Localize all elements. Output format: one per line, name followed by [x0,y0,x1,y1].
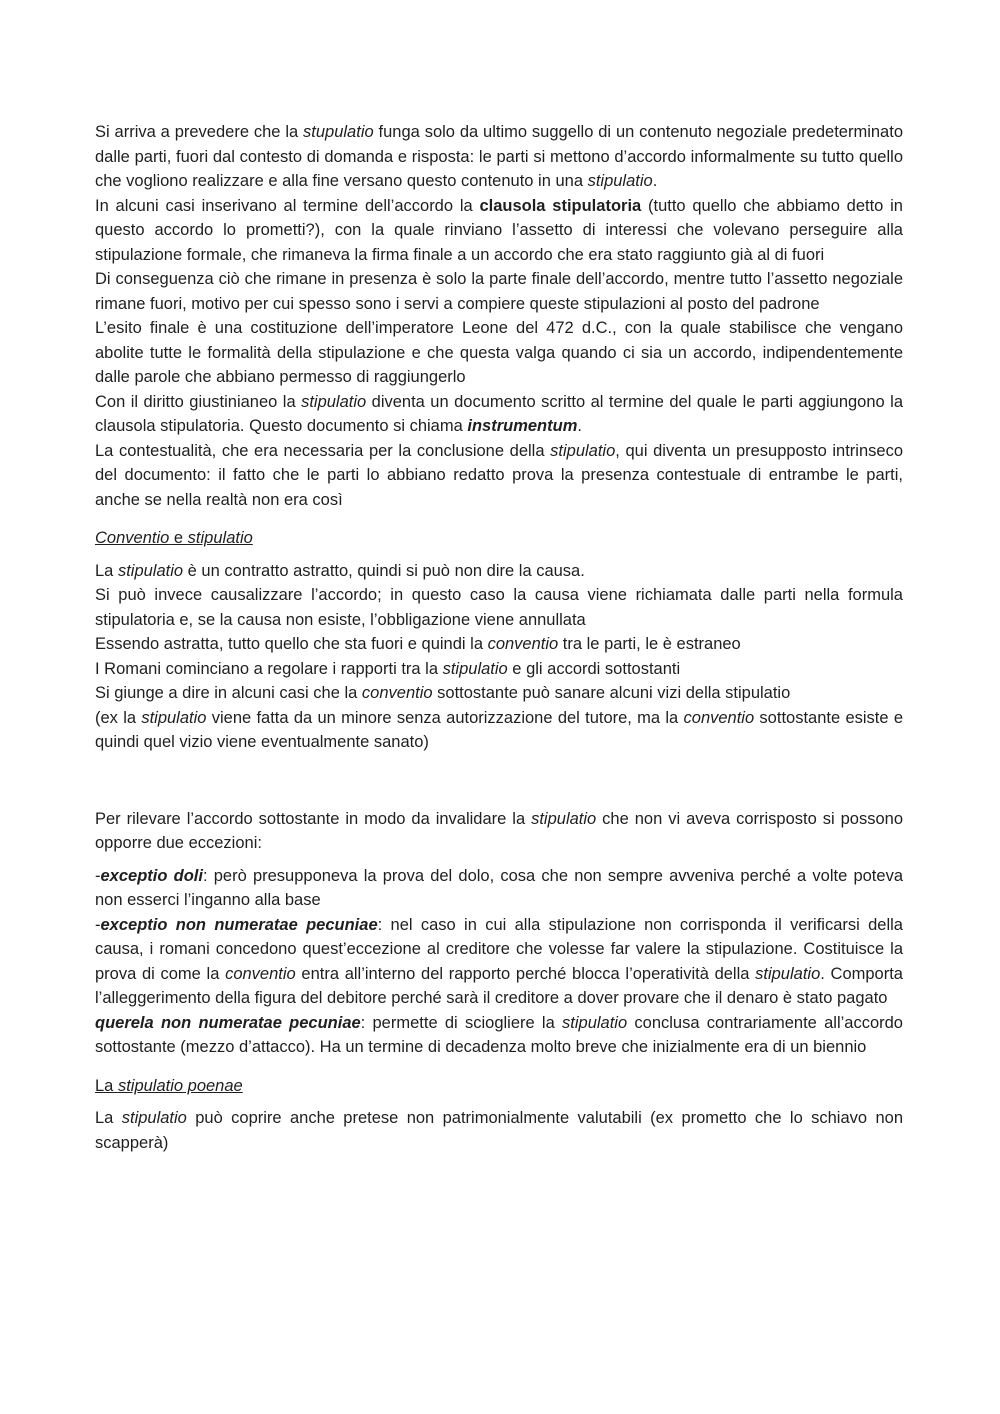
paragraph [95,120,903,194]
text-run: tra le parti, le è estraneo [558,635,741,653]
text-run: diventa un documento scritto al termine del quale le parti aggiungono la clausola stipulatoria. Questo documento si chiama [95,392,903,435]
document-page [95,120,903,1155]
text-run: exceptio doli [100,866,203,885]
text-run: Essendo astratta, tutto quello che sta fuori e quindi la [95,635,488,653]
text-run: . [652,172,658,190]
text-run: La contestualità, che era necessaria per la conclusione della [95,441,551,460]
text-run: stupulatio [303,123,374,141]
text-run: In alcuni casi inserivano al termine dell’accordo la [95,196,480,215]
text-run: (tutto quello che abbiamo detto in questo accordo lo prometti?), con la quale rinviano l’assetto di interessi che volevano perseguire alla stipulazione formale, che rimaneva la firma finale a un accordo che era stato raggiunto già al di fuori [95,196,903,264]
text-run: exceptio non numeratae pecuniae [100,915,378,934]
text-run: Si può invece causalizzare l’accordo; in questo caso la causa viene richiamata dalle parti nella formula stipulatoria e, se la causa non esiste, l’obbligazione viene annullata [95,586,903,629]
text-run: . Comporta l’alleggerimento della figura del debitore perché sarà il creditore a dover provare che il denaro è stato pagato [95,964,903,1007]
text-run: instrumentum [467,417,578,435]
text-run: Per rilevare l’accordo sottostante in modo da invalidare la [95,809,532,828]
paragraph [95,390,903,439]
paragraph [95,316,903,390]
text-run: : nel caso in cui alla stipulazione non corrisponda il verificarsi della causa, i romani concedono quest’eccezione al creditore che volesse far valere la stipulazione. Costituisce la prova di come la [95,915,903,983]
paragraph [95,864,903,913]
text-run: conventio [225,964,296,983]
text-run: querela non numeratae pecuniae [95,1013,361,1032]
text-run: stipulatio [755,964,821,983]
text-run: : però presupponeva la prova del dolo, cosa che non sempre avveniva perché a volte poteva non esserci l’inganno alla base [95,866,903,909]
text-run: sottostante esiste e quindi quel vizio viene eventualmente sanato) [95,708,903,751]
section-stipulatio-poenae [95,1106,903,1155]
text-run: La [95,561,118,580]
paragraph [95,807,903,856]
paragraph [95,267,903,316]
text-run: viene fatta da un minore senza autorizzazione del tutore, ma la [206,708,684,727]
text-run: Si arriva a prevedere che la [95,123,304,141]
heading-conventio-e-stipulatio [95,526,903,551]
section-intro [95,120,903,512]
text-run: Conventio [95,529,170,547]
text-run: e gli accordi sottostanti [507,659,681,678]
paragraph [95,681,903,706]
text-run: I Romani cominciano a regolare i rapporti tra la [95,659,443,678]
paragraph [95,583,903,632]
section-eccezioni-list [95,864,903,1060]
paragraph [95,913,903,1011]
text-run: La [95,1109,122,1127]
text-run: e [169,529,188,547]
text-run: conventio [361,684,433,702]
text-run: conventio [683,708,755,727]
text-run: può coprire anche pretese non patrimonialmente valutabili (ex prometto che lo schiavo non scapperà) [95,1109,903,1152]
text-run: è un contratto astratto, quindi si può non dire la causa. [183,561,585,580]
text-run: . [577,417,582,435]
text-run: stipulatio [550,441,616,460]
text-run: Si giunge a dire in alcuni casi che la [95,684,362,702]
text-run: - [95,915,101,934]
section-eccezioni-intro [95,807,903,856]
text-run: - [95,866,101,885]
text-run: stipulatio [187,529,253,547]
text-run: stipulatio [531,809,597,828]
paragraph [95,439,903,513]
text-run: entra all’interno del rapporto perché blocca l’operatività della [295,964,756,983]
heading-stipulatio-poenae [95,1074,903,1099]
text-run: stipulatio poenae [117,1076,243,1095]
text-run: conclusa contrariamente all’accordo sottostante (mezzo d’attacco). Ha un termine di decadenza molto breve che inizialmente era di un biennio [95,1013,903,1056]
text-run: stipulatio [562,1013,628,1032]
text-run: stipulatio [301,392,367,411]
paragraph [95,1106,903,1155]
section-conventio [95,559,903,755]
text-run: sottostante può sanare alcuni vizi della stipulatio [432,684,791,702]
paragraph [95,559,903,584]
text-run: La [95,1076,118,1095]
paragraph [95,657,903,682]
text-run: stipulatio [141,708,207,727]
text-run: Di conseguenza ciò che rimane in presenza è solo la parte finale dell’accordo, mentre tutto l’assetto negoziale rimane fuori, motivo per cui spesso sono i servi a compiere queste stipulazioni al posto del padrone [95,270,903,313]
text-run: Con il diritto giustinianeo la [95,392,302,411]
text-run: (ex la [95,708,142,727]
text-run: , qui diventa un presupposto intrinseco del documento: il fatto che le parti lo abbiano redatto prova la presenza contestuale di entrambe le parti, anche se nella realtà non era così [95,441,904,509]
paragraph [95,1011,903,1060]
text-run: funga solo da ultimo suggello di un contenuto negoziale predeterminato dalle parti, fuori dal contesto di domanda e risposta: le parti si mettono d’accordo informalmente su tutto quello che vogliono realizzare e alla fine versano questo contenuto in una [95,123,903,190]
text-run: L’esito finale è una costituzione dell’imperatore Leone del 472 d.C., con la quale stabilisce che vengano abolite tutte le formalità della stipulazione e che questa valga quando ci sia un accordo, indipendentemente dalle parole che abbiano permesso di raggiungerlo [95,319,903,386]
text-run: : permette di sciogliere la [360,1013,563,1032]
text-run: che non vi aveva corrisposto si possono opporre due eccezioni: [95,809,903,852]
paragraph [95,632,903,657]
paragraph [95,706,903,755]
paragraph [95,194,903,268]
text-run: conventio [487,635,559,653]
text-run: stipulatio [587,172,653,190]
text-run: clausola stipulatoria [479,196,642,215]
text-run: stipulatio [117,561,184,580]
text-run: stipulatio [442,659,508,678]
text-run: stipulatio [121,1109,187,1127]
